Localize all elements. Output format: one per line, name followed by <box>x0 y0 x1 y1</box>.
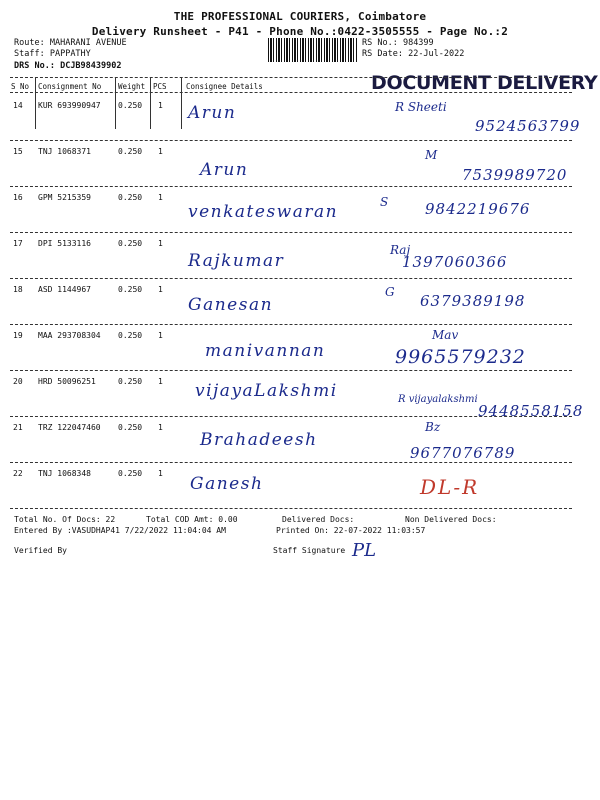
row-divider <box>10 232 572 233</box>
consignee-handwriting: Arun <box>200 160 249 180</box>
rs-no-label: RS No.: <box>362 38 398 48</box>
staff-value: PAPPATHY <box>49 49 91 59</box>
row-weight: 0.250 <box>118 377 143 386</box>
staff-label: Staff: <box>14 49 45 59</box>
recipient-signature: Mav <box>432 328 459 342</box>
row-pcs: 1 <box>158 147 163 156</box>
rs-date-line <box>362 49 464 59</box>
recipient-signature: S <box>380 195 389 209</box>
row-sno: 18 <box>13 285 23 294</box>
row-consignment: TNJ 1068371 <box>38 147 91 156</box>
route-value: MAHARANI AVENUE <box>49 38 127 48</box>
total-cod: Total COD Amt: 0.00 <box>146 515 238 524</box>
col-pcs: PCS <box>153 82 167 91</box>
row-weight: 0.250 <box>118 147 143 156</box>
row-pcs: 1 <box>158 239 163 248</box>
consignee-handwriting: venkateswaran <box>188 202 339 222</box>
col-weight: Weight <box>118 82 146 91</box>
rs-date-label: RS Date: <box>362 49 403 59</box>
route-line <box>14 38 127 48</box>
recipient-phone: 9524563799 <box>475 117 581 135</box>
consignee-handwriting: Brahadeesh <box>200 430 318 450</box>
document-delivery-stamp: DOCUMENT DELIVERY <box>371 72 598 94</box>
recipient-signature: R vijayalakshmi <box>398 394 478 405</box>
row-weight: 0.250 <box>118 285 143 294</box>
row-consignment: ASD 1144967 <box>38 285 91 294</box>
consignee-handwriting: Ganesh <box>190 474 264 494</box>
drs-value: DCJB98439902 <box>60 61 122 71</box>
recipient-phone: 9842219676 <box>425 200 531 218</box>
col-consignment: Consignment No <box>38 82 102 91</box>
row-pcs: 1 <box>158 331 163 340</box>
recipient-phone: 1397060366 <box>402 253 508 271</box>
row-divider <box>10 416 572 417</box>
recipient-signature: R Sheeti <box>395 100 447 114</box>
row-pcs: 1 <box>158 423 163 432</box>
consignee-handwriting: Arun <box>188 103 237 123</box>
row-consignment: DPI 5133116 <box>38 239 91 248</box>
row-consignment: GPM 5215359 <box>38 193 91 202</box>
row-sno: 16 <box>13 193 23 202</box>
col-divider <box>181 77 182 129</box>
printed-on: Printed On: 22-07-2022 11:03:57 <box>276 526 426 535</box>
row-sno: 15 <box>13 147 23 156</box>
col-consignee: Consignee Details <box>186 82 263 91</box>
recipient-signature: DL-R <box>420 475 480 499</box>
non-delivered-docs: Non Delivered Docs: <box>405 515 497 524</box>
row-divider <box>10 324 572 325</box>
row-divider <box>10 186 572 187</box>
row-sno: 22 <box>13 469 23 478</box>
consignee-handwriting: vijayaLakshmi <box>195 381 338 401</box>
rs-no-value: 984399 <box>402 38 434 48</box>
recipient-phone: 9677076789 <box>410 444 516 462</box>
staff-signature-label: Staff Signature <box>273 546 346 555</box>
row-weight: 0.250 <box>118 101 143 110</box>
row-divider <box>10 462 572 463</box>
document-subtitle: Delivery Runsheet - P41 - Phone No.:0422-3505555 - Page No.:2 <box>91 25 509 38</box>
row-divider <box>10 370 572 371</box>
row-pcs: 1 <box>158 377 163 386</box>
header-rule-bottom <box>10 92 572 93</box>
row-weight: 0.250 <box>118 331 143 340</box>
row-pcs: 1 <box>158 193 163 202</box>
row-consignment: MAA 293708304 <box>38 331 101 340</box>
row-pcs: 1 <box>158 285 163 294</box>
rs-no-line <box>362 38 434 48</box>
row-consignment: TRZ 122047460 <box>38 423 101 432</box>
recipient-signature: Raj <box>390 243 411 257</box>
consignee-handwriting: Ganesan <box>188 295 274 315</box>
row-sno: 17 <box>13 239 23 248</box>
row-weight: 0.250 <box>118 423 143 432</box>
row-divider <box>10 508 572 509</box>
consignee-handwriting: Rajkumar <box>188 251 285 271</box>
row-pcs: 1 <box>158 469 163 478</box>
row-divider <box>10 140 572 141</box>
row-weight: 0.250 <box>118 193 143 202</box>
recipient-phone: 6379389198 <box>420 292 526 310</box>
drs-label: DRS No.: <box>14 61 55 71</box>
row-sno: 14 <box>13 101 23 110</box>
row-consignment: TNJ 1068348 <box>38 469 91 478</box>
total-docs: Total No. Of Docs: 22 <box>14 515 116 524</box>
row-consignment: KUR 693990947 <box>38 101 101 110</box>
drs-line <box>14 61 122 71</box>
verified-by: Verified By <box>14 546 67 555</box>
staff-line <box>14 49 91 59</box>
col-divider <box>115 77 116 129</box>
route-label: Route: <box>14 38 45 48</box>
recipient-signature: M <box>425 148 438 162</box>
header-rule-top <box>10 77 572 78</box>
entered-by: Entered By :VASUDHAP41 7/22/2022 11:04:04 AM <box>14 526 226 535</box>
col-sno: S No <box>11 82 30 91</box>
row-divider <box>10 278 572 279</box>
row-consignment: HRD 50096251 <box>38 377 96 386</box>
recipient-phone: 9965579232 <box>395 346 526 368</box>
staff-signature: PL <box>352 540 377 561</box>
recipient-phone: 9448558158 <box>478 402 584 420</box>
row-weight: 0.250 <box>118 239 143 248</box>
rs-date-value: 22-Jul-2022 <box>408 49 465 59</box>
recipient-signature: Bz <box>425 420 441 434</box>
row-sno: 20 <box>13 377 23 386</box>
row-sno: 21 <box>13 423 23 432</box>
recipient-phone: 7539989720 <box>462 166 568 184</box>
col-divider <box>150 77 151 129</box>
col-divider <box>35 77 36 129</box>
recipient-signature: G <box>385 285 395 299</box>
consignee-handwriting: manivannan <box>205 341 326 361</box>
barcode-image <box>268 38 358 62</box>
delivered-docs: Delivered Docs: <box>282 515 355 524</box>
row-pcs: 1 <box>158 101 163 110</box>
row-sno: 19 <box>13 331 23 340</box>
document-title: THE PROFESSIONAL COURIERS, Coimbatore <box>173 10 427 23</box>
row-weight: 0.250 <box>118 469 143 478</box>
